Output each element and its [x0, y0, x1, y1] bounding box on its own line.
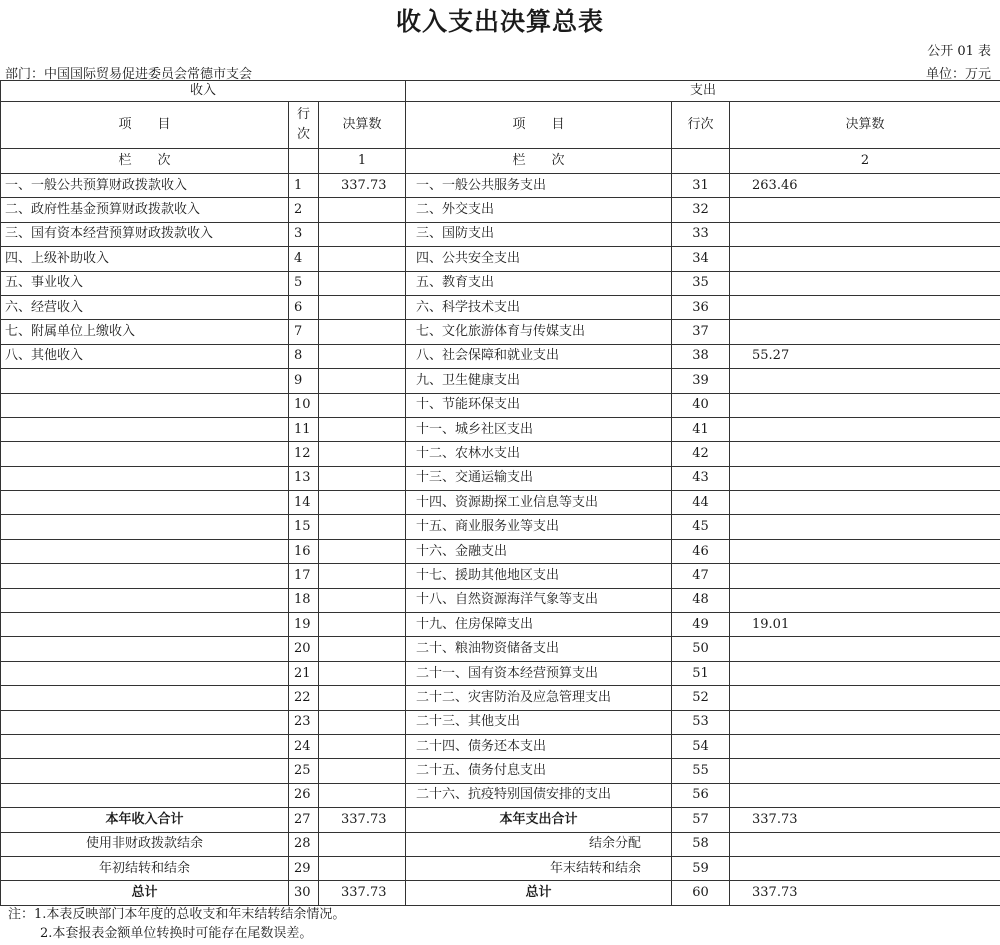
- income-item-cell: [1, 588, 289, 612]
- expense-amount-cell: [730, 491, 1000, 515]
- table-row: [1, 271, 1000, 295]
- income-item-cell: [1, 393, 289, 417]
- expense-amount-cell: [730, 661, 1000, 685]
- table-row: [1, 637, 1000, 661]
- table-row: [1, 686, 1000, 710]
- summary-expense-amount: [730, 832, 1000, 856]
- income-rowno-cell: 21: [289, 661, 319, 685]
- income-amount-cell: [319, 247, 406, 271]
- summary-row: [1, 881, 1000, 905]
- expense-rowno-cell: 52: [672, 686, 730, 710]
- income-item-cell: 六、经营收入: [1, 295, 289, 319]
- income-rowno-cell: 23: [289, 710, 319, 734]
- expense-rowno-cell: 37: [672, 320, 730, 344]
- expense-rowno-cell: 36: [672, 295, 730, 319]
- income-amount-cell: [319, 295, 406, 319]
- expense-amount-cell: [730, 515, 1000, 539]
- expense-amount-cell: [730, 271, 1000, 295]
- expense-amount-cell: [730, 320, 1000, 344]
- income-item-cell: 五、事业收入: [1, 271, 289, 295]
- header-row-columns: [1, 102, 1000, 149]
- expense-rowno-cell: 54: [672, 734, 730, 758]
- unit-label: 单位：万元: [925, 67, 991, 82]
- table-row: [1, 734, 1000, 758]
- income-amount-cell: [319, 417, 406, 441]
- income-item-cell: 七、附属单位上缴收入: [1, 320, 289, 344]
- summary-expense-rowno: 60: [672, 881, 730, 905]
- footnote-2: 2.本套报表金额单位转换时可能存在尾数误差。: [40, 926, 313, 941]
- expense-item-cell: 二十、粮油物资储备支出: [406, 637, 672, 661]
- expense-amount-cell: 19.01: [730, 613, 1000, 637]
- income-amount-cell: [319, 637, 406, 661]
- table-row: [1, 174, 1000, 198]
- expense-amount-cell: [730, 369, 1000, 393]
- expense-item-cell: 十七、援助其他地区支出: [406, 564, 672, 588]
- income-amount-cell: [319, 393, 406, 417]
- income-amount-cell: [319, 442, 406, 466]
- income-amount-header: 决算数: [319, 102, 406, 149]
- expense-rowno-cell: 56: [672, 783, 730, 807]
- table-row: [1, 661, 1000, 685]
- income-rowno-cell: 22: [289, 686, 319, 710]
- table-row: [1, 515, 1000, 539]
- expense-item-cell: 十九、住房保障支出: [406, 613, 672, 637]
- income-item-cell: [1, 491, 289, 515]
- expense-rowno-cell: 35: [672, 271, 730, 295]
- expense-item-cell: 二十四、债务还本支出: [406, 734, 672, 758]
- table-row: [1, 198, 1000, 222]
- department-label: 部门：中国国际贸易促进委员会常德市支会: [5, 67, 253, 82]
- income-rowno-cell: 6: [289, 295, 319, 319]
- expense-rowno-cell: 48: [672, 588, 730, 612]
- expense-item-cell: 八、社会保障和就业支出: [406, 344, 672, 368]
- expense-rowno-cell: 40: [672, 393, 730, 417]
- income-amount-cell: [319, 734, 406, 758]
- income-rowno-cell: 3: [289, 222, 319, 246]
- summary-income-amount: 337.73: [319, 808, 406, 832]
- income-item-cell: 四、上级补助收入: [1, 247, 289, 271]
- expense-amount-header: 决算数: [730, 102, 1000, 149]
- income-rowno-cell: 12: [289, 442, 319, 466]
- expense-item-cell: 七、文化旅游体育与传媒支出: [406, 320, 672, 344]
- income-rowno-cell: 19: [289, 613, 319, 637]
- income-amount-cell: [319, 661, 406, 685]
- income-rowno-header: 行 次: [289, 102, 319, 149]
- summary-income-item: 使用非财政拨款结余: [1, 832, 289, 856]
- expense-amount-cell: [730, 588, 1000, 612]
- summary-expense-item: 总计: [406, 881, 672, 905]
- income-amount-cell: [319, 613, 406, 637]
- table-row: [1, 442, 1000, 466]
- summary-expense-amount: [730, 856, 1000, 880]
- income-rowno-cell: 16: [289, 539, 319, 563]
- expense-rowno-cell: 50: [672, 637, 730, 661]
- income-rowno-cell: 1: [289, 174, 319, 198]
- income-rowno-cell: 15: [289, 515, 319, 539]
- table-row: [1, 564, 1000, 588]
- expense-amount-cell: [730, 637, 1000, 661]
- expense-item-cell: 九、卫生健康支出: [406, 369, 672, 393]
- income-item-cell: [1, 710, 289, 734]
- summary-expense-item: 本年支出合计: [406, 808, 672, 832]
- header-row-sections: [1, 81, 1000, 102]
- table-row: [1, 417, 1000, 441]
- income-rowno-cell: 7: [289, 320, 319, 344]
- table-row: [1, 491, 1000, 515]
- income-item-cell: [1, 369, 289, 393]
- expense-rowno-cell: 43: [672, 466, 730, 490]
- expense-amount-cell: [730, 417, 1000, 441]
- expense-rowno-cell: 45: [672, 515, 730, 539]
- table-row: [1, 588, 1000, 612]
- income-item-cell: [1, 783, 289, 807]
- income-rowno-cell: 14: [289, 491, 319, 515]
- expense-rowno-cell: 31: [672, 174, 730, 198]
- table-row: [1, 783, 1000, 807]
- income-rowno-cell: 10: [289, 393, 319, 417]
- expense-rowno-header: 行次: [672, 102, 730, 149]
- summary-expense-amount: 337.73: [730, 881, 1000, 905]
- summary-income-item: 总计: [1, 881, 289, 905]
- lanci-label: 栏 次: [1, 149, 289, 174]
- income-item-cell: [1, 539, 289, 563]
- expense-item-cell: 十、节能环保支出: [406, 393, 672, 417]
- expense-rowno-cell: 55: [672, 759, 730, 783]
- expense-item-cell: 十三、交通运输支出: [406, 466, 672, 490]
- expense-amount-cell: [730, 393, 1000, 417]
- expense-rowno-cell: 38: [672, 344, 730, 368]
- income-amount-cell: [319, 686, 406, 710]
- income-amount-cell: [319, 344, 406, 368]
- income-rowno-cell: 26: [289, 783, 319, 807]
- column-index-row: [1, 149, 1000, 174]
- income-amount-cell: [319, 588, 406, 612]
- income-amount-cell: [319, 491, 406, 515]
- income-amount-cell: [319, 198, 406, 222]
- expense-amount-cell: [730, 686, 1000, 710]
- expense-rowno-cell: 53: [672, 710, 730, 734]
- expense-amount-cell: [730, 295, 1000, 319]
- summary-income-rowno: 27: [289, 808, 319, 832]
- table-row: [1, 466, 1000, 490]
- income-item-cell: 八、其他收入: [1, 344, 289, 368]
- expense-amount-cell: [730, 247, 1000, 271]
- summary-expense-rowno: 57: [672, 808, 730, 832]
- expense-item-cell: 十二、农林水支出: [406, 442, 672, 466]
- income-item-cell: [1, 442, 289, 466]
- expense-amount-cell: [730, 539, 1000, 563]
- income-expense-table: [0, 80, 1000, 906]
- income-amount-cell: [319, 271, 406, 295]
- income-item-cell: [1, 759, 289, 783]
- expense-item-cell: 二十五、债务付息支出: [406, 759, 672, 783]
- expense-item-cell: 二十六、抗疫特别国债安排的支出: [406, 783, 672, 807]
- expense-rowno-cell: 51: [672, 661, 730, 685]
- expense-amount-cell: [730, 564, 1000, 588]
- summary-expense-item: 结余分配: [406, 832, 672, 856]
- footnote-1: 注：1.本表反映部门本年度的总收支和年末结转结余情况。: [8, 907, 346, 922]
- expense-section-header: 支出: [406, 81, 1000, 102]
- income-rowno-cell: 24: [289, 734, 319, 758]
- summary-income-amount: [319, 832, 406, 856]
- income-amount-cell: 337.73: [319, 174, 406, 198]
- expense-amount-cell: 263.46: [730, 174, 1000, 198]
- expense-rowno-cell: 46: [672, 539, 730, 563]
- income-amount-cell: [319, 222, 406, 246]
- income-rowno-cell: 11: [289, 417, 319, 441]
- expense-item-cell: 五、教育支出: [406, 271, 672, 295]
- table-row: [1, 222, 1000, 246]
- expense-item-cell: 二十一、国有资本经营预算支出: [406, 661, 672, 685]
- table-row: [1, 369, 1000, 393]
- summary-expense-item: 年末结转和结余: [406, 856, 672, 880]
- income-item-cell: 一、一般公共预算财政拨款收入: [1, 174, 289, 198]
- expense-amount-cell: [730, 710, 1000, 734]
- expense-amount-cell: [730, 442, 1000, 466]
- table-row: [1, 247, 1000, 271]
- income-item-cell: [1, 686, 289, 710]
- summary-income-item: 本年收入合计: [1, 808, 289, 832]
- expense-item-cell: 十八、自然资源海洋气象等支出: [406, 588, 672, 612]
- expense-item-cell: 十一、城乡社区支出: [406, 417, 672, 441]
- income-amount-cell: [319, 759, 406, 783]
- summary-row: [1, 832, 1000, 856]
- expense-item-cell: 二、外交支出: [406, 198, 672, 222]
- expense-item-cell: 二十二、灾害防治及应急管理支出: [406, 686, 672, 710]
- expense-rowno-cell: 33: [672, 222, 730, 246]
- expense-item-cell: 十六、金融支出: [406, 539, 672, 563]
- expense-rowno-cell: 41: [672, 417, 730, 441]
- table-row: [1, 613, 1000, 637]
- summary-expense-rowno: 58: [672, 832, 730, 856]
- income-amount-cell: [319, 320, 406, 344]
- income-item-cell: [1, 637, 289, 661]
- summary-income-amount: [319, 856, 406, 880]
- expense-item-cell: 三、国防支出: [406, 222, 672, 246]
- expense-item-cell: 四、公共安全支出: [406, 247, 672, 271]
- income-item-header: 项 目: [1, 102, 289, 149]
- expense-rowno-cell: 44: [672, 491, 730, 515]
- table-row: [1, 710, 1000, 734]
- expense-amount-cell: [730, 466, 1000, 490]
- income-amount-cell: [319, 564, 406, 588]
- expense-amount-cell: [730, 198, 1000, 222]
- expense-rowno-cell: 39: [672, 369, 730, 393]
- footnotes: [8, 905, 345, 943]
- expense-rowno-cell: 32: [672, 198, 730, 222]
- income-rowno-cell: 2: [289, 198, 319, 222]
- expense-amount-cell: [730, 734, 1000, 758]
- income-item-cell: [1, 417, 289, 441]
- table-row: [1, 295, 1000, 319]
- expense-amount-cell: [730, 759, 1000, 783]
- summary-income-rowno: 30: [289, 881, 319, 905]
- income-rowno-cell: 20: [289, 637, 319, 661]
- table-row: [1, 344, 1000, 368]
- income-item-cell: [1, 515, 289, 539]
- income-amount-cell: [319, 369, 406, 393]
- income-item-cell: [1, 734, 289, 758]
- summary-expense-amount: 337.73: [730, 808, 1000, 832]
- page-title: 收入支出决算总表: [395, 7, 604, 36]
- income-item-cell: [1, 466, 289, 490]
- summary-income-item: 年初结转和结余: [1, 856, 289, 880]
- expense-item-cell: 十四、资源勘探工业信息等支出: [406, 491, 672, 515]
- income-item-cell: 二、政府性基金预算财政拨款收入: [1, 198, 289, 222]
- lanci-label-expense: 栏 次: [406, 149, 672, 174]
- income-rowno-cell: 17: [289, 564, 319, 588]
- lanci-expense-col: 2: [730, 149, 1000, 174]
- income-rowno-cell: 9: [289, 369, 319, 393]
- income-amount-cell: [319, 710, 406, 734]
- table-row: [1, 320, 1000, 344]
- income-item-cell: [1, 661, 289, 685]
- summary-income-rowno: 28: [289, 832, 319, 856]
- expense-amount-cell: 55.27: [730, 344, 1000, 368]
- expense-item-cell: 十五、商业服务业等支出: [406, 515, 672, 539]
- income-section-header: 收入: [1, 81, 406, 102]
- table-row: [1, 759, 1000, 783]
- income-item-cell: [1, 613, 289, 637]
- table-number: 公开 01 表: [927, 44, 991, 59]
- expense-item-cell: 一、一般公共服务支出: [406, 174, 672, 198]
- income-rowno-cell: 13: [289, 466, 319, 490]
- expense-item-cell: 二十三、其他支出: [406, 710, 672, 734]
- income-item-cell: 三、国有资本经营预算财政拨款收入: [1, 222, 289, 246]
- expense-rowno-cell: 49: [672, 613, 730, 637]
- income-amount-cell: [319, 515, 406, 539]
- table-row: [1, 539, 1000, 563]
- income-amount-cell: [319, 466, 406, 490]
- income-item-cell: [1, 564, 289, 588]
- income-rowno-cell: 25: [289, 759, 319, 783]
- income-amount-cell: [319, 539, 406, 563]
- expense-item-header: 项 目: [406, 102, 672, 149]
- income-rowno-cell: 8: [289, 344, 319, 368]
- expense-amount-cell: [730, 783, 1000, 807]
- summary-expense-rowno: 59: [672, 856, 730, 880]
- expense-rowno-cell: 34: [672, 247, 730, 271]
- summary-income-rowno: 29: [289, 856, 319, 880]
- expense-rowno-cell: 47: [672, 564, 730, 588]
- lanci-income-col: 1: [319, 149, 406, 174]
- expense-rowno-cell: 42: [672, 442, 730, 466]
- expense-amount-cell: [730, 222, 1000, 246]
- summary-income-amount: 337.73: [319, 881, 406, 905]
- income-rowno-cell: 5: [289, 271, 319, 295]
- summary-row: [1, 856, 1000, 880]
- income-rowno-cell: 18: [289, 588, 319, 612]
- summary-row: [1, 808, 1000, 832]
- table-row: [1, 393, 1000, 417]
- income-amount-cell: [319, 783, 406, 807]
- expense-item-cell: 六、科学技术支出: [406, 295, 672, 319]
- income-rowno-cell: 4: [289, 247, 319, 271]
